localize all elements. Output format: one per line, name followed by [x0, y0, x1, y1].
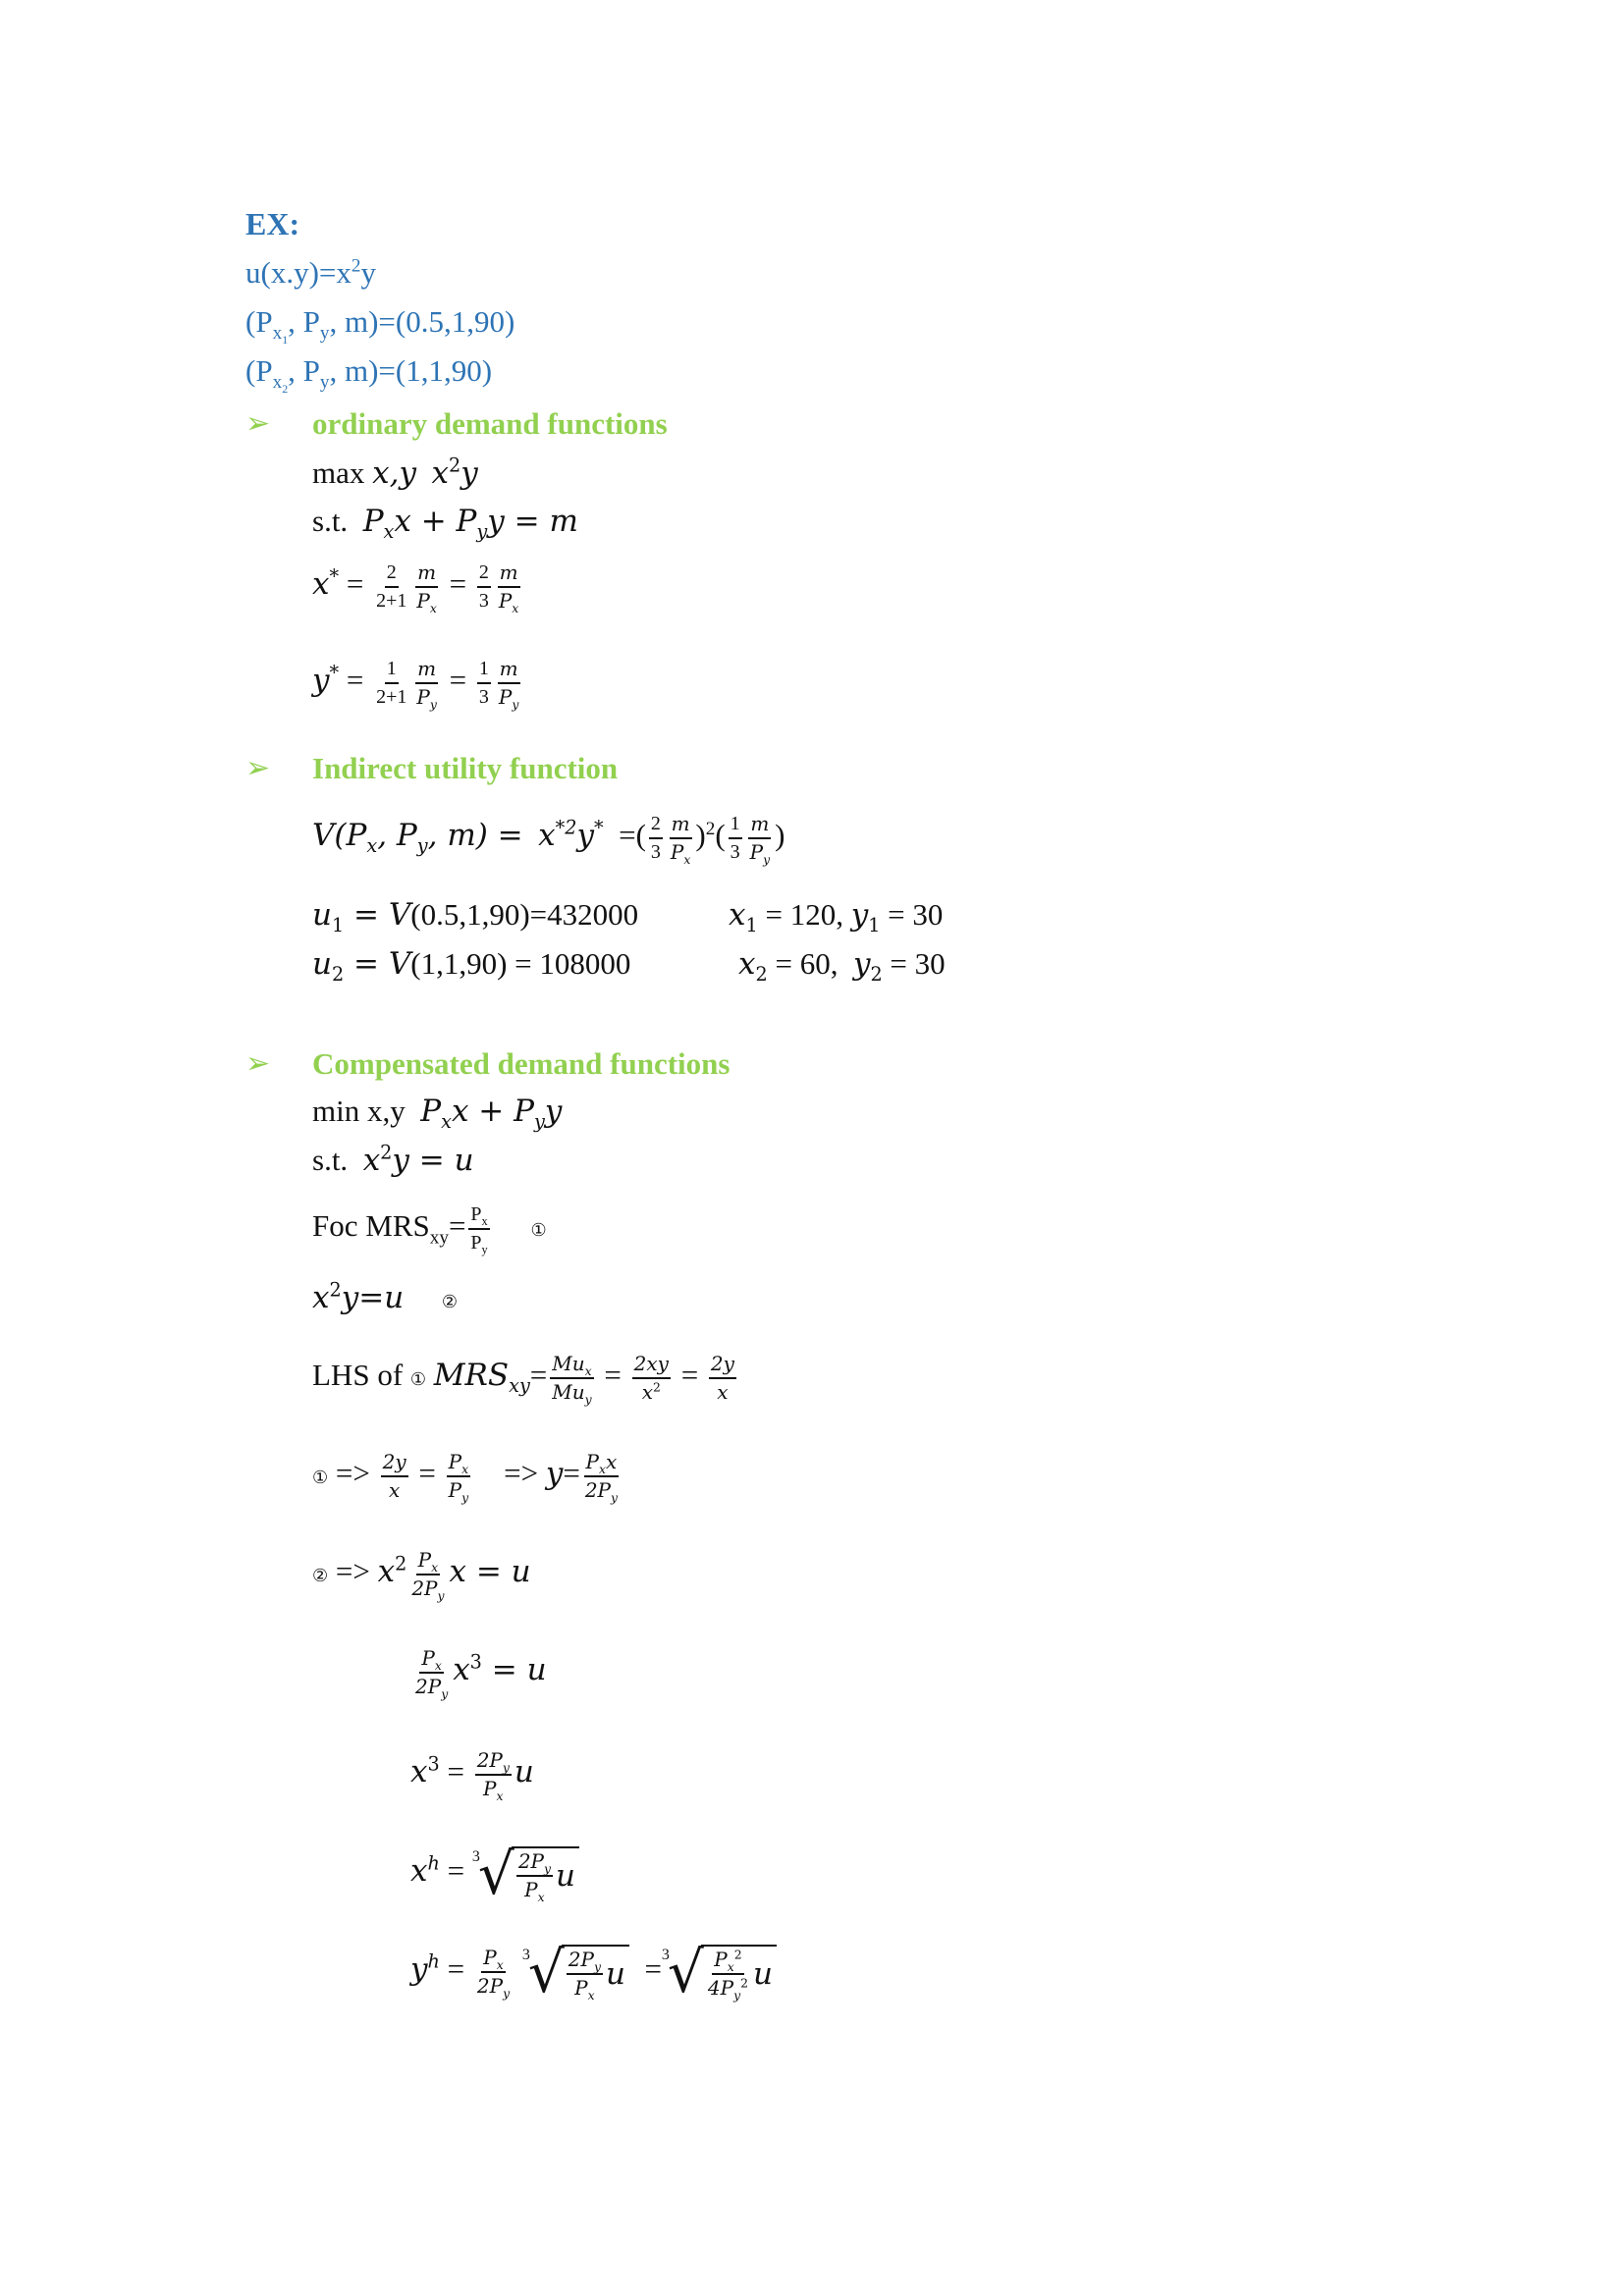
u2-args: (1,1,90) — [410, 946, 508, 981]
utility-exponent: 2 — [351, 255, 361, 277]
step-one-derivation: ① => $\frac{2y}{x}$ = $\frac{P_x}{P_y}$ => y= $\frac{P_xx}{2P_y}$ — [312, 1450, 618, 1505]
step-two-derivation: ② => $x^2$ $\frac{P_x}{2P_y}$ x = u — [312, 1548, 531, 1603]
budget-constraint: s.t. $P_xx + P_yy = m$ — [312, 504, 578, 544]
price-set-2-open: (P — [245, 353, 273, 388]
price-set-1-sub-y: y — [319, 323, 330, 345]
u1-line: $u_1 = V(0.5,1,90)=432000$ — [312, 897, 639, 937]
price-set-2-line — [245, 353, 493, 397]
u2-line: $u_2 = V(1,1,90) = 108000$ — [312, 946, 631, 987]
price-set-1-sub-x: x — [272, 323, 283, 345]
price-set-1-open: (P — [245, 304, 273, 339]
lhs-equation: LHS of ① $MRS_{xy}=$ $\frac{Mu_x}{Mu_y}$ = $\frac{2xy}{x^2}$ = $\frac{2y}{x}$ — [312, 1352, 734, 1407]
x-star-equation: x* = $\frac{2}{2+1}$ $\frac{m}{P_x}$ = $\frac{2}{3}$ $\frac{m}{P_x}$ — [312, 561, 519, 615]
foc-equation: Foc $MRS_{xy}=$ $\frac{P_x}{P_y}$ ① — [312, 1203, 547, 1256]
price-set-2-sub-index: 2 — [282, 382, 289, 397]
utility-function-line — [245, 257, 376, 288]
y-hicksian: $y^h$ = $\frac{P_x}{2P_y}$ 3 √ $\frac{2P_y}{P_x}$ u = 3 √ $\frac{P_x^2}{4P_y^2}$ u — [410, 1944, 777, 2001]
foc-label: Foc MRS — [312, 1208, 430, 1244]
y1-value: 30 — [912, 897, 944, 932]
bullet-arrow-icon: ➢ — [245, 1046, 271, 1081]
price-set-2-sub-x: x — [272, 372, 283, 394]
price-set-1-mid: , P — [288, 304, 320, 339]
price-set-1-sub-index: 1 — [282, 333, 289, 347]
lhs-label: LHS of — [312, 1358, 404, 1393]
x-cubed-step: $\frac{P_x}{2P_y}$ $x^3 = u$ — [415, 1646, 547, 1701]
utility-text: u(x.y)=x — [245, 255, 352, 290]
max-vars: x,y — [372, 455, 416, 491]
x2-value: 60 — [799, 946, 831, 981]
price-set-2-values: , m)=(1,1,90) — [329, 353, 493, 388]
price-set-1-line — [245, 304, 515, 347]
example-heading: EX: — [245, 206, 300, 241]
max-label: max — [312, 455, 365, 490]
constraint-two: $x^2y=u$ ② — [312, 1278, 459, 1315]
bullet-arrow-icon: ➢ — [245, 406, 271, 441]
section-indirect-utility: Indirect utility function — [312, 751, 619, 785]
max-problem: max x,y $x^2y$ — [312, 454, 478, 491]
foc-subscript: xy — [429, 1227, 449, 1249]
u1-value: 432000 — [547, 897, 639, 932]
x-cubed-solved: $x^3$ = $\frac{2P_y}{P_x}$ u — [410, 1748, 534, 1803]
price-set-2-mid: , P — [288, 353, 320, 388]
bullet-arrow-icon: ➢ — [245, 751, 271, 785]
x-hicksian: $x^h$ = 3 √ $\frac{2P_y}{P_x}$ u — [410, 1845, 579, 1902]
section-ordinary-demand: ordinary demand functions — [312, 406, 668, 441]
price-set-2-sub-y: y — [319, 372, 330, 394]
min-label: min x,y — [312, 1094, 406, 1128]
circle-two-icon: ② — [441, 1292, 459, 1312]
indirect-utility-equation: $V(P_x$, $P_y$, $m) = x^{*2}y^*$ =( $\frac{2}{3}$ $\frac{m}{P_x}$ )$^2$( $\frac{1}{3}$ $\frac{m}{P_y}$ ) — [312, 812, 785, 867]
x1-y1-line: $x_1 = 120$, $y_1 = 30$ — [729, 897, 944, 937]
st-label-2: s.t. — [312, 1143, 349, 1177]
price-set-1-values: , m)=(0.5,1,90) — [329, 304, 515, 339]
st-label: s.t. — [312, 504, 349, 538]
u2-value: 108000 — [539, 946, 631, 981]
y-star-equation: y* = $\frac{1}{2+1}$ $\frac{m}{P_y}$ = $\frac{1}{3}$ $\frac{m}{P_y}$ — [312, 657, 519, 712]
y2-value: 30 — [914, 946, 946, 981]
u1-args: (0.5,1,90) — [410, 897, 530, 932]
utility-y: y — [360, 255, 376, 290]
section-compensated-demand: Compensated demand functions — [312, 1046, 731, 1081]
min-problem: min x,y $P_xx + P_yy$ — [312, 1094, 563, 1134]
x1-value: 120 — [789, 897, 837, 932]
utility-constraint: s.t. $x^2y = u$ — [312, 1141, 474, 1178]
circle-one-icon: ① — [530, 1220, 547, 1242]
x2-y2-line: $x_2 = 60$, $y_2 = 30$ — [738, 946, 946, 987]
v-label: V(P — [312, 818, 367, 854]
